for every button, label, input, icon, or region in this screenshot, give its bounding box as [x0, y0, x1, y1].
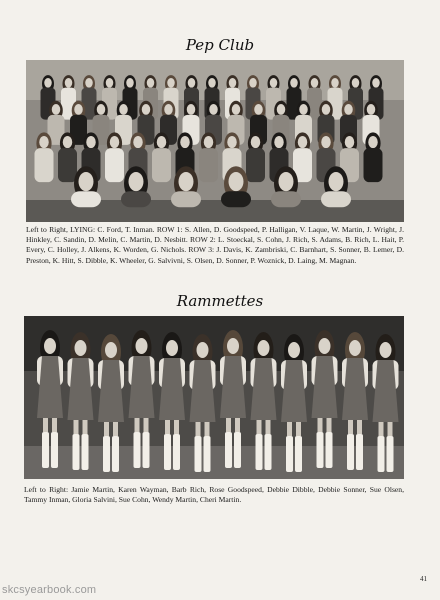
site-watermark: skcsyearbook.com: [2, 584, 97, 596]
rammettes-photo-image: [24, 316, 404, 479]
rammettes-caption: Left to Right: Jamie Martin, Karen Wayman, Barb Rich, Rose Goodspeed, Debbie Dibble, Debbie Sonner, Sue Olsen, Tammy Inman, Gloria Salvini, Sue Cohn, Wendy Martin, Cheri Martin.: [24, 485, 404, 505]
pep-club-photo-image: [26, 60, 404, 222]
pep-member-figure: [105, 132, 124, 182]
pep-club-photo: [26, 60, 404, 222]
pep-club-heading: Pep Club: [185, 36, 255, 54]
pep-member-figure: [58, 132, 77, 182]
pep-member-figure: [199, 132, 218, 182]
page-number: 41: [420, 575, 427, 583]
rammettes-heading: Rammettes: [176, 292, 264, 310]
rammettes-photo: [24, 316, 404, 479]
pep-member-figure: [246, 132, 265, 182]
pep-member-figure: [364, 132, 383, 182]
pep-member-figure: [35, 132, 54, 182]
pep-member-figure: [152, 132, 171, 182]
pep-club-caption: Left to Right, LYING: C. Ford, T. Inman. ROW 1: S. Allen, D. Goodspeed, P. Halligan, V. Laque, W. Martin, J. Wright, J. Hinkley, C. Sandin, D. Melin, C. Martin, D. Nesbitt. ROW 2: L. Stoeckal, S. Cohn, J. Rich, S. Adams, B. Rich, L. Hait, P. Every, C. Holley, J. Alkens, K. Worden, G. Nichols. ROW 3: J. Davis, K. Zambriski, C. Barnhart, S. Sonner, B. Lemer, D. Preston, K. Hitt, S. Dibble, K. Wheeler, G. Salvivni, S. Olsen, D. Sonner, P. Woznick, D. Laing, M. Magnan.: [26, 225, 404, 265]
